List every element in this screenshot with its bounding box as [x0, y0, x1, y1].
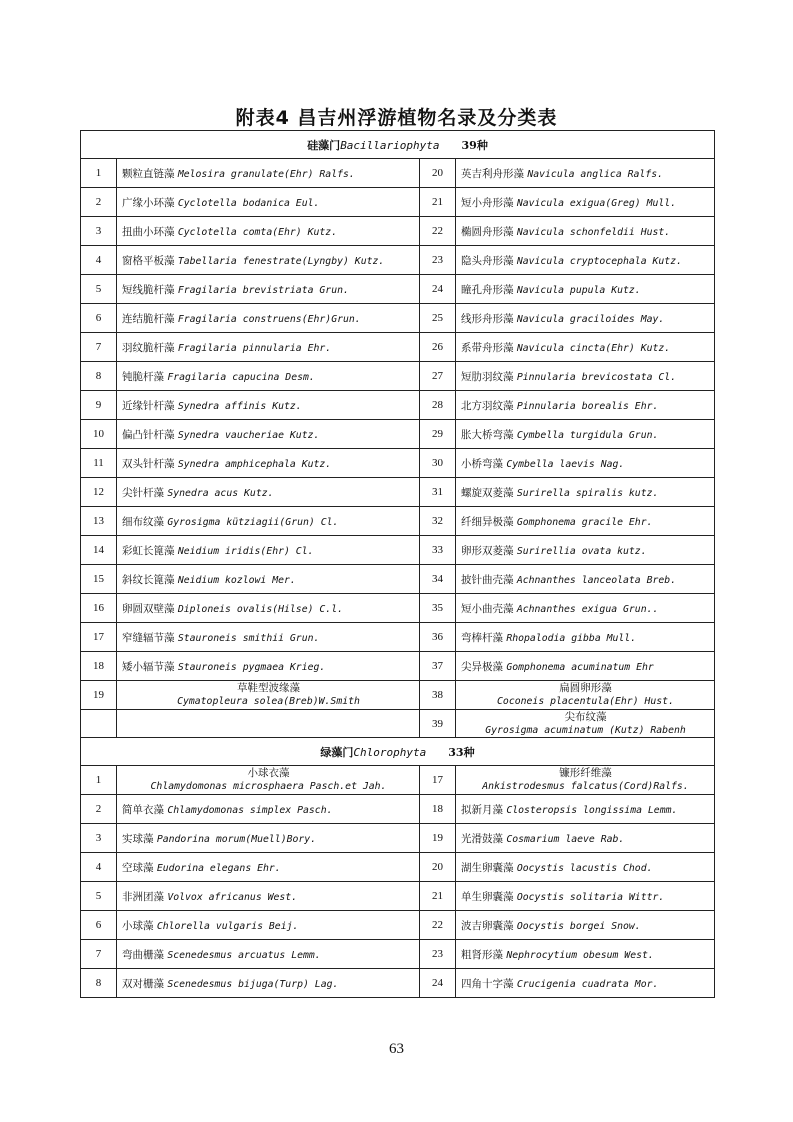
- table-row: [81, 940, 715, 969]
- species-latin-name: Gomphonema acuminatum Ehr: [506, 661, 654, 673]
- left-species-name: [117, 362, 420, 391]
- left-species-number: 3: [81, 217, 117, 246]
- left-species-number: 13: [81, 507, 117, 536]
- species-latin-name: Coconeis placentula(Ehr) Hust.: [497, 696, 674, 707]
- species-chinese-name: 尖布纹藻: [564, 710, 607, 723]
- species-latin-name: Cymbella laevis Nag.: [506, 458, 625, 470]
- right-species-name: [456, 507, 715, 536]
- species-latin-name: Synedra amphicephala Kutz.: [177, 458, 332, 470]
- left-species-name: [117, 507, 420, 536]
- right-species-name: [456, 969, 715, 998]
- left-species-number: [81, 710, 117, 738]
- right-species-number: 38: [420, 681, 456, 710]
- left-species-name: [117, 420, 420, 449]
- species-latin-name: Cyclotella comta(Ehr) Kutz.: [177, 226, 338, 238]
- right-species-name: [456, 217, 715, 246]
- left-species-number: 7: [81, 940, 117, 969]
- species-latin-name: Stauroneis pygmaea Krieg.: [177, 661, 326, 673]
- left-species-name: [117, 275, 420, 304]
- left-species-number: 18: [81, 652, 117, 681]
- left-species-number: 8: [81, 969, 117, 998]
- right-species-number: 39: [420, 710, 456, 738]
- species-chinese-name: 近缘针杆藻: [122, 399, 175, 412]
- section-header: [81, 131, 715, 159]
- species-chinese-name: 短线脆杆藻: [122, 283, 175, 296]
- left-species-number: 14: [81, 536, 117, 565]
- right-species-name: [456, 333, 715, 362]
- section-species-count: 33种: [448, 745, 475, 759]
- species-chinese-name: 短肋羽纹藻: [461, 370, 514, 383]
- species-table-body: [81, 131, 715, 998]
- left-species-name: [117, 623, 420, 652]
- section-name-latin: Chlorophyta: [353, 745, 427, 759]
- species-chinese-name: 粗肾形藻: [461, 948, 503, 961]
- table-row: [81, 449, 715, 478]
- left-species-number: 8: [81, 362, 117, 391]
- table-row: [81, 188, 715, 217]
- left-species-name: [117, 565, 420, 594]
- species-chinese-name: 颗粒直链藻: [122, 167, 175, 180]
- species-chinese-name: 小桥弯藻: [461, 457, 503, 470]
- right-species-name: [456, 420, 715, 449]
- left-species-number: 5: [81, 882, 117, 911]
- species-chinese-name: 四角十字藻: [461, 977, 514, 990]
- species-latin-name: Navicula schonfeldii Hust.: [516, 226, 671, 238]
- right-species-name: [456, 940, 715, 969]
- species-latin-name: Rhopalodia gibba Mull.: [506, 632, 637, 644]
- right-species-name: [456, 795, 715, 824]
- species-latin-name: Eudorina elegans Ehr.: [156, 862, 281, 874]
- species-chinese-name: 北方羽纹藻: [461, 399, 514, 412]
- species-latin-name: Gyrosigma kütziagii(Grun) Cl.: [167, 516, 339, 528]
- table-row: [81, 362, 715, 391]
- right-species-name: [456, 911, 715, 940]
- right-species-name: [456, 536, 715, 565]
- left-species-number: 5: [81, 275, 117, 304]
- species-latin-name: Synedra affinis Kutz.: [177, 400, 302, 412]
- species-chinese-name: 披针曲壳藻: [461, 573, 514, 586]
- species-chinese-name: 广缘小环藻: [122, 196, 175, 209]
- species-chinese-name: 线形舟形藻: [461, 312, 514, 325]
- left-species-number: 3: [81, 824, 117, 853]
- species-chinese-name: 尖针杆藻: [122, 486, 164, 499]
- species-latin-name: Crucigenia cuadrata Mor.: [516, 978, 659, 990]
- right-species-name: [456, 246, 715, 275]
- right-species-name: [456, 275, 715, 304]
- right-species-name: [456, 449, 715, 478]
- species-chinese-name: 偏凸针杆藻: [122, 428, 175, 441]
- left-species-number: 4: [81, 246, 117, 275]
- right-species-number: 18: [420, 795, 456, 824]
- species-latin-name: Scenedesmus bijuga(Turp) Lag.: [167, 978, 339, 990]
- table-row: [81, 795, 715, 824]
- table-row: [81, 882, 715, 911]
- species-chinese-name: 双对栅藻: [122, 977, 164, 990]
- right-species-name: [456, 565, 715, 594]
- right-species-name: [456, 304, 715, 333]
- right-species-number: 26: [420, 333, 456, 362]
- species-latin-name: Stauroneis smithii Grun.: [177, 632, 320, 644]
- left-species-number: 9: [81, 391, 117, 420]
- species-chinese-name: 纤细异极藻: [461, 515, 514, 528]
- species-chinese-name: 钝脆杆藻: [122, 370, 164, 383]
- section-name-cn: 硅藻门: [307, 138, 341, 152]
- right-species-number: 24: [420, 969, 456, 998]
- table-row: [81, 536, 715, 565]
- right-species-number: 23: [420, 246, 456, 275]
- species-latin-name: Navicula pupula Kutz.: [516, 284, 641, 296]
- species-chinese-name: 简单衣藻: [122, 803, 164, 816]
- species-chinese-name: 矮小辐节藻: [122, 660, 175, 673]
- species-chinese-name: 窗格平板藻: [122, 254, 175, 267]
- right-species-number: 33: [420, 536, 456, 565]
- right-species-number: 23: [420, 940, 456, 969]
- section-name-latin: Bacillariophyta: [340, 138, 440, 152]
- right-species-name: [456, 594, 715, 623]
- right-species-name: [456, 853, 715, 882]
- right-species-name: [456, 188, 715, 217]
- species-chinese-name: 扭曲小环藻: [122, 225, 175, 238]
- section-name-cn: 绿藻门: [320, 745, 354, 759]
- right-species-number: 24: [420, 275, 456, 304]
- left-species-name: [117, 594, 420, 623]
- right-species-number: 21: [420, 882, 456, 911]
- species-latin-name: Tabellaria fenestrate(Lyngby) Kutz.: [177, 255, 385, 267]
- species-chinese-name: 卵形双菱藻: [461, 544, 514, 557]
- species-latin-name: Chlamydomonas microsphaera Pasch.et Jah.: [150, 781, 387, 792]
- species-chinese-name: 双头针杆藻: [122, 457, 175, 470]
- species-chinese-name: 连结脆杆藻: [122, 312, 175, 325]
- species-latin-name: Synedra acus Kutz.: [167, 487, 274, 499]
- species-latin-name: Gomphonema gracile Ehr.: [516, 516, 653, 528]
- left-species-name: [117, 217, 420, 246]
- right-species-name: [456, 652, 715, 681]
- species-chinese-name: 波吉卵囊藻: [461, 919, 514, 932]
- table-row: [81, 391, 715, 420]
- species-chinese-name: 扁圆卵形藻: [559, 682, 612, 694]
- right-species-number: 25: [420, 304, 456, 333]
- left-species-number: 2: [81, 795, 117, 824]
- species-latin-name: Navicula cryptocephala Kutz.: [516, 255, 682, 267]
- table-row: [81, 333, 715, 362]
- right-species-number: 31: [420, 478, 456, 507]
- left-species-name: [117, 681, 420, 710]
- species-latin-name: Scenedesmus arcuatus Lemm.: [167, 949, 321, 961]
- left-species-number: 6: [81, 911, 117, 940]
- species-chinese-name: 胀大桥弯藻: [461, 428, 514, 441]
- species-latin-name: Achnanthes exigua Grun..: [516, 603, 659, 615]
- right-species-number: 20: [420, 159, 456, 188]
- species-latin-name: Pinnularia brevicostata Cl.: [516, 371, 677, 383]
- left-species-name: [117, 391, 420, 420]
- left-species-name: [117, 652, 420, 681]
- right-species-name: [456, 882, 715, 911]
- left-species-name: [117, 449, 420, 478]
- species-latin-name: Oocystis solitaria Wittr.: [516, 891, 665, 903]
- species-chinese-name: 尖异极藻: [461, 660, 503, 673]
- table-row: [81, 853, 715, 882]
- species-chinese-name: 羽纹脆杆藻: [122, 341, 175, 354]
- table-row: [81, 507, 715, 536]
- species-latin-name: Fragilaria pinnularia Ehr.: [177, 342, 332, 354]
- right-species-number: 37: [420, 652, 456, 681]
- species-chinese-name: 光滑鼓藻: [461, 832, 503, 845]
- left-species-name: [117, 766, 420, 795]
- right-species-name: [456, 623, 715, 652]
- species-latin-name: Navicula exigua(Greg) Mull.: [516, 197, 677, 209]
- right-species-name: [456, 710, 715, 738]
- species-chinese-name: 隐头舟形藻: [461, 254, 514, 267]
- species-chinese-name: 卵圆双壁藻: [122, 602, 175, 615]
- left-species-number: 10: [81, 420, 117, 449]
- species-latin-name: Chlamydomonas simplex Pasch.: [167, 804, 333, 816]
- table-row: [81, 911, 715, 940]
- table-row: [81, 594, 715, 623]
- species-latin-name: Fragilaria construens(Ehr)Grun.: [177, 313, 361, 325]
- species-latin-name: Oocystis lacustis Chod.: [516, 862, 653, 874]
- left-species-name: [117, 159, 420, 188]
- species-chinese-name: 单生卵囊藻: [461, 890, 514, 903]
- species-latin-name: Diploneis ovalis(Hilse) C.l.: [177, 603, 343, 615]
- species-latin-name: Cyclotella bodanica Eul.: [177, 197, 320, 209]
- table-row: [81, 420, 715, 449]
- species-table: [80, 130, 715, 998]
- left-species-name: [117, 304, 420, 333]
- species-latin-name: Surirella spiralis kutz.: [516, 487, 659, 499]
- species-chinese-name: 实球藻: [122, 832, 154, 845]
- table-row: [81, 710, 715, 738]
- right-species-name: [456, 824, 715, 853]
- left-species-name: [117, 188, 420, 217]
- left-species-number: 4: [81, 853, 117, 882]
- species-chinese-name: 非洲团藻: [122, 890, 164, 903]
- species-latin-name: Cymatopleura solea(Breb)W.Smith: [177, 696, 360, 707]
- table-row: [81, 304, 715, 333]
- right-species-name: [456, 478, 715, 507]
- left-species-name: [117, 333, 420, 362]
- table-row: [81, 652, 715, 681]
- page-title: 附表4 昌吉州浮游植物名录及分类表: [235, 107, 558, 129]
- species-chinese-name: 短小舟形藻: [461, 196, 514, 209]
- section-species-count: 39种: [461, 138, 488, 152]
- table-row: [81, 159, 715, 188]
- species-chinese-name: 窄缝辐节藻: [122, 631, 175, 644]
- left-species-number: 7: [81, 333, 117, 362]
- table-row: [81, 766, 715, 795]
- species-latin-name: Closteropsis longissima Lemm.: [506, 804, 678, 816]
- species-latin-name: Navicula anglica Ralfs.: [527, 168, 664, 180]
- right-species-number: 22: [420, 217, 456, 246]
- left-species-name: [117, 478, 420, 507]
- species-chinese-name: 英吉利舟形藻: [461, 167, 524, 180]
- page-number: 63: [389, 1041, 404, 1057]
- section-header-row: [81, 738, 715, 766]
- table-row: [81, 969, 715, 998]
- species-chinese-name: 螺旋双菱藻: [461, 486, 514, 499]
- right-species-number: 29: [420, 420, 456, 449]
- left-species-number: 16: [81, 594, 117, 623]
- species-latin-name: Chlorella vulgaris Beij.: [156, 920, 299, 932]
- species-latin-name: Surirellia ovata kutz.: [516, 545, 647, 557]
- species-latin-name: Neidium kozlowi Mer.: [177, 574, 296, 586]
- right-species-number: 35: [420, 594, 456, 623]
- table-row: [81, 565, 715, 594]
- table-row: [81, 217, 715, 246]
- right-species-number: 17: [420, 766, 456, 795]
- left-species-name: [117, 824, 420, 853]
- species-chinese-name: 细布纹藻: [122, 515, 164, 528]
- species-chinese-name: 湖生卵囊藻: [461, 861, 514, 874]
- table-row: [81, 246, 715, 275]
- right-species-name: [456, 159, 715, 188]
- species-chinese-name: 空球藻: [122, 861, 154, 874]
- right-species-name: [456, 391, 715, 420]
- section-header: [81, 738, 715, 766]
- left-species-name: [117, 882, 420, 911]
- species-latin-name: Pandorina morum(Muell)Bory.: [156, 833, 317, 845]
- right-species-name: [456, 681, 715, 710]
- species-latin-name: Navicula cincta(Ehr) Kutz.: [516, 342, 671, 354]
- species-chinese-name: 拟新月藻: [461, 803, 503, 816]
- left-species-number: 11: [81, 449, 117, 478]
- species-latin-name: Fragilaria capucina Desm.: [167, 371, 315, 383]
- species-latin-name: Ankistrodesmus falcatus(Cord)Ralfs.: [482, 781, 689, 792]
- species-chinese-name: 小球衣藻: [247, 767, 290, 779]
- species-latin-name: Melosira granulate(Ehr) Ralfs.: [177, 168, 355, 180]
- species-latin-name: Synedra vaucheriae Kutz.: [177, 429, 320, 441]
- right-species-name: [456, 766, 715, 795]
- left-species-number: 1: [81, 766, 117, 795]
- right-species-number: 32: [420, 507, 456, 536]
- right-species-number: 21: [420, 188, 456, 217]
- species-chinese-name: 小球藻: [122, 919, 154, 932]
- left-species-name: [117, 853, 420, 882]
- species-chinese-name: 短小曲壳藻: [461, 602, 514, 615]
- table-row: [81, 681, 715, 710]
- species-latin-name: Neidium iridis(Ehr) Cl.: [177, 545, 314, 557]
- species-chinese-name: 镰形纤维藻: [559, 767, 612, 779]
- species-chinese-name: 椭圆舟形藻: [461, 225, 514, 238]
- left-species-number: 17: [81, 623, 117, 652]
- left-species-name: [117, 710, 420, 738]
- section-header-row: [81, 131, 715, 159]
- left-species-number: 12: [81, 478, 117, 507]
- species-latin-name: Achnanthes lanceolata Breb.: [516, 574, 677, 586]
- species-latin-name: Oocystis borgei Snow.: [516, 920, 641, 932]
- species-latin-name: Cosmarium laeve Rab.: [506, 833, 625, 845]
- species-latin-name: Gyrosigma acuminatum (Kutz) Rabenh: [485, 724, 686, 736]
- table-row: [81, 478, 715, 507]
- species-latin-name: Pinnularia borealis Ehr.: [516, 400, 659, 412]
- right-species-name: [456, 362, 715, 391]
- species-chinese-name: 弯曲栅藻: [122, 948, 164, 961]
- left-species-name: [117, 940, 420, 969]
- right-species-number: 19: [420, 824, 456, 853]
- left-species-name: [117, 246, 420, 275]
- right-species-number: 34: [420, 565, 456, 594]
- right-species-number: 28: [420, 391, 456, 420]
- species-latin-name: Volvox africanus West.: [167, 891, 298, 903]
- species-chinese-name: 弯棒杆藻: [461, 631, 503, 644]
- right-species-number: 20: [420, 853, 456, 882]
- left-species-name: [117, 911, 420, 940]
- species-chinese-name: 瞳孔舟形藻: [461, 283, 514, 296]
- table-row: [81, 623, 715, 652]
- species-chinese-name: 草鞋型波缘藻: [237, 682, 300, 694]
- left-species-number: 2: [81, 188, 117, 217]
- left-species-name: [117, 969, 420, 998]
- right-species-number: 30: [420, 449, 456, 478]
- right-species-number: 36: [420, 623, 456, 652]
- species-latin-name: Navicula graciloides May.: [516, 313, 665, 325]
- species-chinese-name: 彩虹长篦藻: [122, 544, 175, 557]
- right-species-number: 27: [420, 362, 456, 391]
- left-species-name: [117, 795, 420, 824]
- species-latin-name: Nephrocytium obesum West.: [506, 949, 654, 961]
- left-species-name: [117, 536, 420, 565]
- species-chinese-name: 斜纹长篦藻: [122, 573, 175, 586]
- left-species-number: 15: [81, 565, 117, 594]
- species-latin-name: Cymbella turgidula Grun.: [516, 429, 659, 441]
- left-species-number: 19: [81, 681, 117, 710]
- table-row: [81, 824, 715, 853]
- species-chinese-name: 系带舟形藻: [461, 341, 514, 354]
- right-species-number: 22: [420, 911, 456, 940]
- left-species-number: 6: [81, 304, 117, 333]
- species-latin-name: Fragilaria brevistriata Grun.: [177, 284, 349, 296]
- table-row: [81, 275, 715, 304]
- left-species-number: 1: [81, 159, 117, 188]
